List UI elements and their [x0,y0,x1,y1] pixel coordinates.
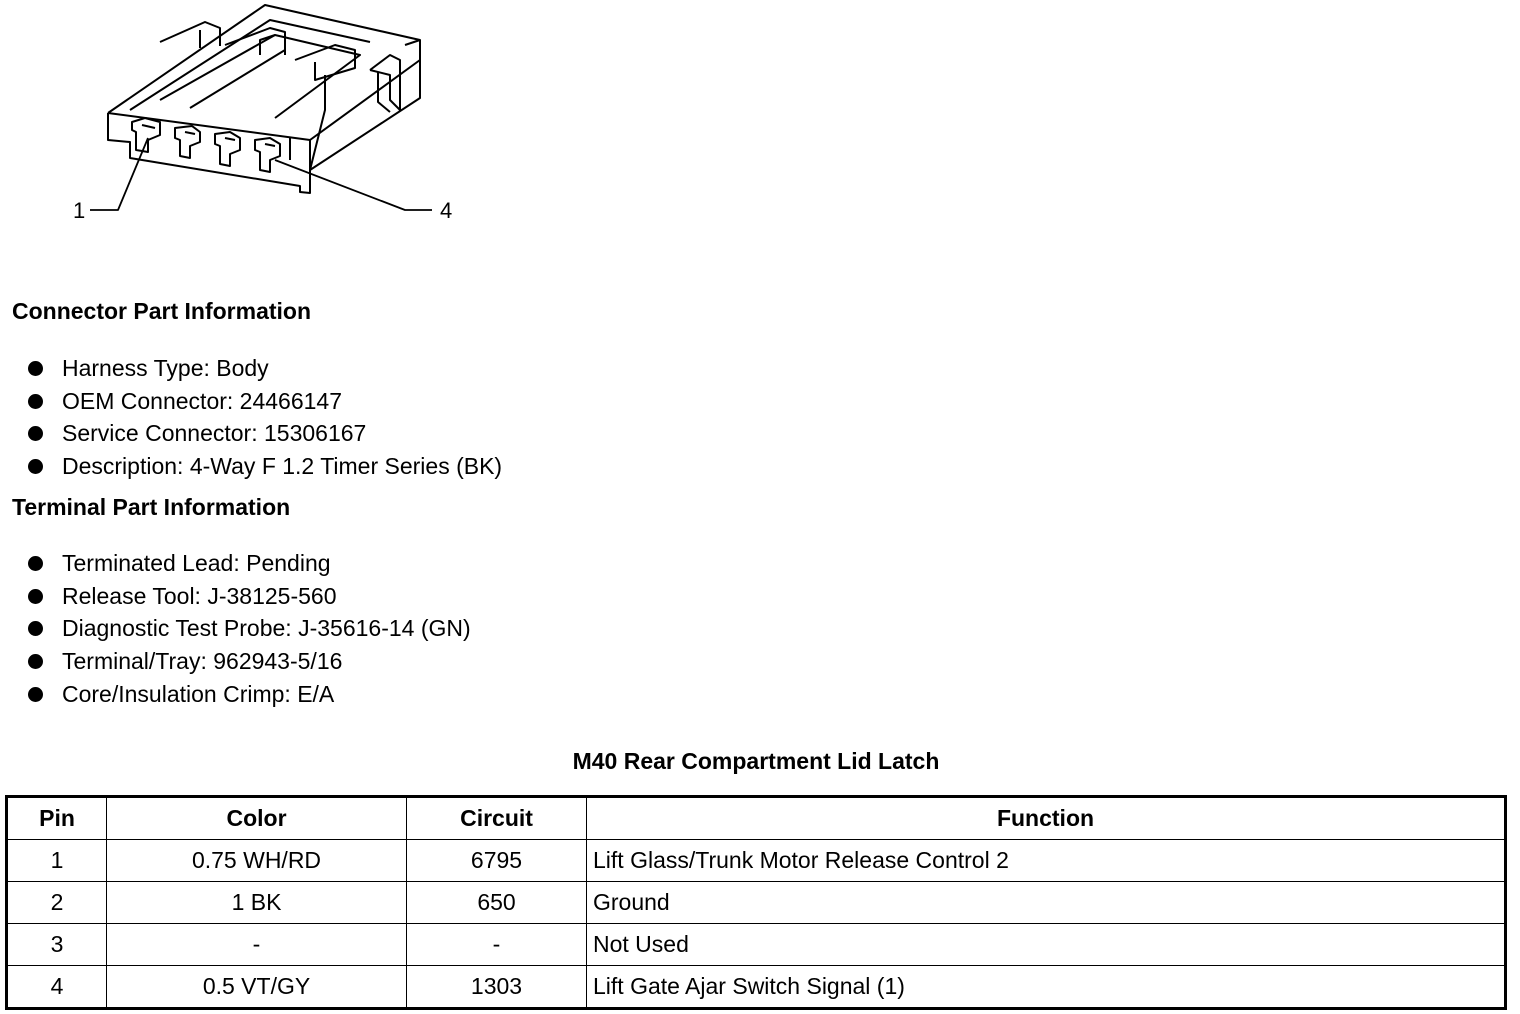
connector-diagram [60,0,480,240]
header-function: Function [587,797,1506,840]
list-item: Service Connector: 15306167 [28,417,502,450]
connector-part-info-list [28,352,502,483]
cell-circuit: 1303 [407,966,587,1009]
list-item: Release Tool: J-38125-560 [28,580,471,613]
list-item: Terminated Lead: Pending [28,547,471,580]
bullet-icon [28,621,43,636]
bullet-icon [28,654,43,669]
pin-4-label: 4 [440,198,453,223]
list-item: Terminal/Tray: 962943-5/16 [28,645,471,678]
cell-circuit: 6795 [407,840,587,882]
header-circuit: Circuit [407,797,587,840]
pin-1-label: 1 [73,198,86,223]
list-item: Core/Insulation Crimp: E/A [28,678,471,711]
list-item: OEM Connector: 24466147 [28,385,502,418]
cell-function: Ground [587,882,1506,924]
cell-color: 0.75 WH/RD [107,840,407,882]
list-item: Harness Type: Body [28,352,502,385]
terminal-part-info-list [28,547,471,710]
table-row [7,966,1506,1009]
bullet-icon [28,589,43,604]
cell-function: Not Used [587,924,1506,966]
header-pin: Pin [7,797,107,840]
cell-pin: 4 [7,966,107,1009]
cell-circuit: 650 [407,882,587,924]
list-item: Diagnostic Test Probe: J-35616-14 (GN) [28,612,471,645]
bullet-icon [28,361,43,376]
pinout-table [5,795,1507,1010]
cell-pin: 1 [7,840,107,882]
cell-function: Lift Glass/Trunk Motor Release Control 2 [587,840,1506,882]
table-title: M40 Rear Compartment Lid Latch [572,748,940,774]
table-header-row [7,797,1506,840]
table-row [7,840,1506,882]
cell-color: 1 BK [107,882,407,924]
connector-part-info-heading: Connector Part Information [12,298,312,324]
list-item: Description: 4-Way F 1.2 Timer Series (BK) [28,450,502,483]
cell-color: - [107,924,407,966]
cell-pin: 2 [7,882,107,924]
cell-function: Lift Gate Ajar Switch Signal (1) [587,966,1506,1009]
connector-illustration [60,0,480,240]
table-row [7,924,1506,966]
bullet-icon [28,459,43,474]
bullet-icon [28,556,43,571]
terminal-part-info-heading: Terminal Part Information [12,494,291,520]
cell-color: 0.5 VT/GY [107,966,407,1009]
table-row [7,882,1506,924]
cell-circuit: - [407,924,587,966]
bullet-icon [28,394,43,409]
bullet-icon [28,426,43,441]
bullet-icon [28,687,43,702]
header-color: Color [107,797,407,840]
cell-pin: 3 [7,924,107,966]
